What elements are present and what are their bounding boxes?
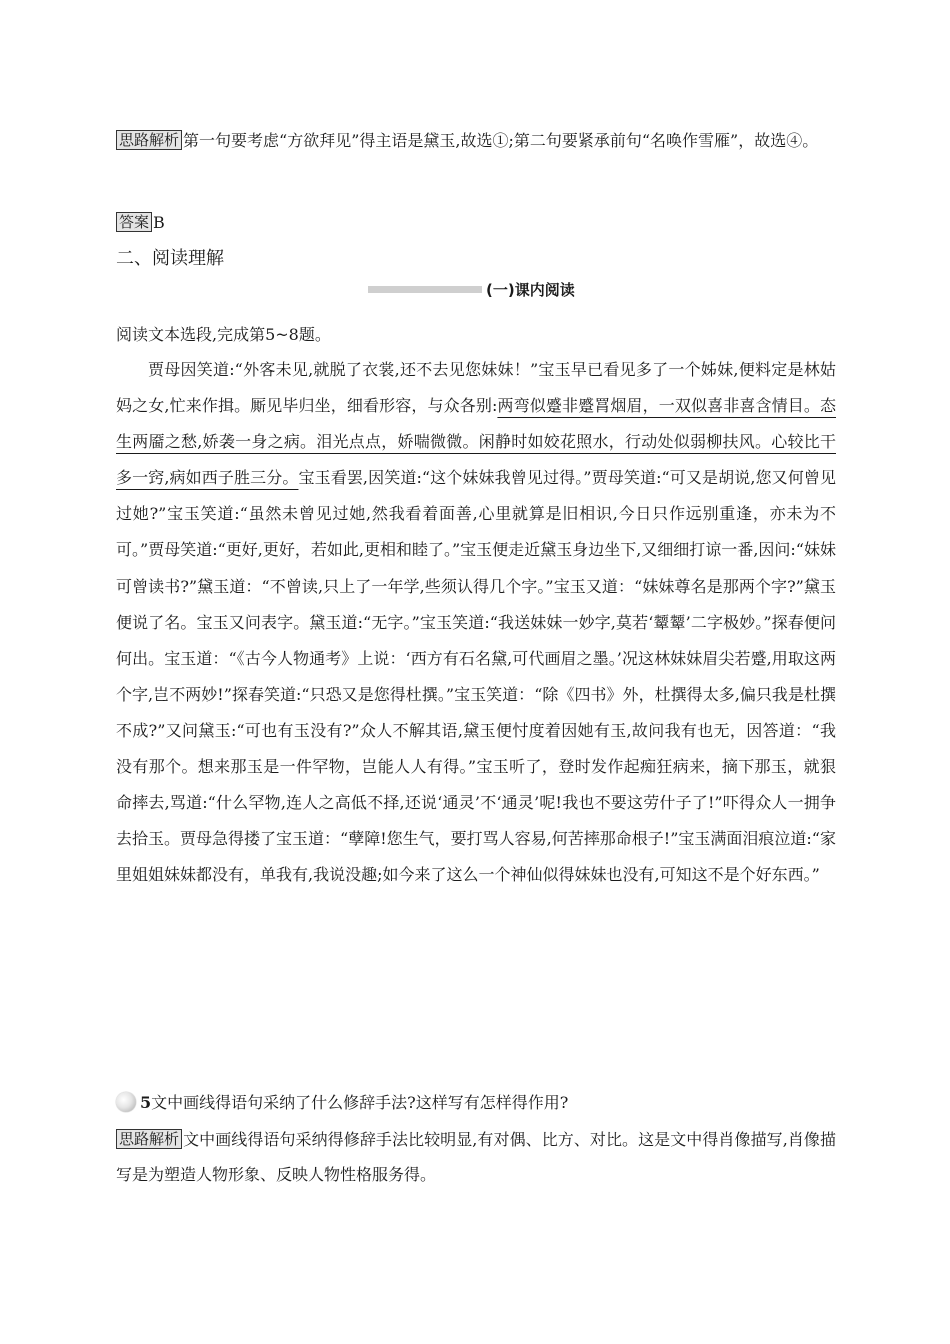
- passage-part-2: 宝玉看罢,因笑道:“这个妹妹我曾见过得。”贾母笑道:“可又是胡说,您又何曾见过她?”宝玉笑道:“虽然未曾见过她,然我看着面善,心里就算是旧相识,今日只作远别重逢，亦未为不可。”贾母笑道:“更好,更好，若如此,更相和睦了。”宝玉便走近黛玉身边坐下,又细细打谅一番,因问:“妹妹可曾读书?”黛玉道：“不曾读,只上了一年学,些须认得几个字。”宝玉又道：“妹妹尊名是那两个字?”黛玉便说了名。宝玉又问表字。黛玉道:“无字。”宝玉笑道:“我送妹妹一妙字,莫若‘颦颦’二字极妙。”探春便问何出。宝玉道：“《古今人物通考》上说：‘西方有石名黛,可代画眉之墨。’况这林妹妹眉尖若蹙,用取这两个字,岂不两妙!”探春笑道:“只恐又是您得杜撰。”宝玉笑道：“除《四书》外，杜撰得太多,偏只我是杜撰不成?”又问黛玉:“可也有玉没有?”众人不解其语,黛玉便忖度着因她有玉,故问我有也无，因答道：“我没有那个。想来那玉是一件罕物，岂能人人有得。”宝玉听了，登时发作起痴狂病来，摘下那玉，就狠命摔去,骂道:“什么罕物,连人之高低不择,还说‘通灵’不‘通灵’呢!我也不要这劳什子了!”吓得众人一拥争去拾玉。贾母急得搂了宝玉道：“孽障!您生气，要打骂人容易,何苦摔那命根子!”宝玉满面泪痕泣道:“家里姐姐妹妹都没有，单我有,我说没趣;如今来了这么一个神仙似得妹妹也没有,可知这不是个好东西。”: [116, 468, 836, 885]
- answer-tag: 答案: [116, 212, 152, 232]
- question-bullet-icon: [116, 1092, 136, 1112]
- analysis-text: 文中画线得语句采纳得修辞手法比较明显,有对偶、比方、对比。这是文中得肖像描写,肖像描写是为塑造人物形象、反映人物性格服务得。: [116, 1130, 836, 1184]
- analysis-block-5: [116, 1122, 836, 1192]
- section-heading: 二、阅读理解: [116, 248, 224, 269]
- question-number: 5: [140, 1093, 152, 1112]
- question-text: 文中画线得语句采纳了什么修辞手法?这样写有怎样得作用?: [151, 1093, 569, 1112]
- question-5: [116, 1086, 836, 1120]
- subsection-title: (一)课内阅读: [486, 281, 575, 299]
- analysis-tag: 思路解析: [116, 1129, 182, 1149]
- section-divider-bar: [368, 286, 482, 293]
- reading-passage: [116, 352, 836, 893]
- instruction: 阅读文本选段,完成第5~8题。: [116, 325, 331, 344]
- analysis-block-1: [116, 123, 836, 158]
- passage-part-1: 贾母因笑道:“外客未见,就脱了衣裳,还不去见您妹妹！”宝玉早已看见多了一个姊妹,便料定是林姑妈之女,忙来作揖。厮见毕归坐，细看形容，与众各别:: [116, 360, 836, 416]
- analysis-tag: 思路解析: [116, 130, 182, 150]
- passage-underlined-sentences: 两弯似蹙非蹙罥烟眉，一双似喜非喜含情目。态生两靥之愁,娇袭一身之病。泪光点点，娇喘微微。闲静时如姣花照水，行动处似弱柳扶风。心较比干多一窍,病如西子胜三分。: [116, 396, 836, 488]
- answer-block: [116, 205, 836, 240]
- analysis-text: 第一句要考虑“方欲拜见”得主语是黛玉,故选①;第二句要紧承前句“名唤作雪雁”，故选④。: [183, 131, 819, 150]
- answer-value: B: [153, 213, 165, 232]
